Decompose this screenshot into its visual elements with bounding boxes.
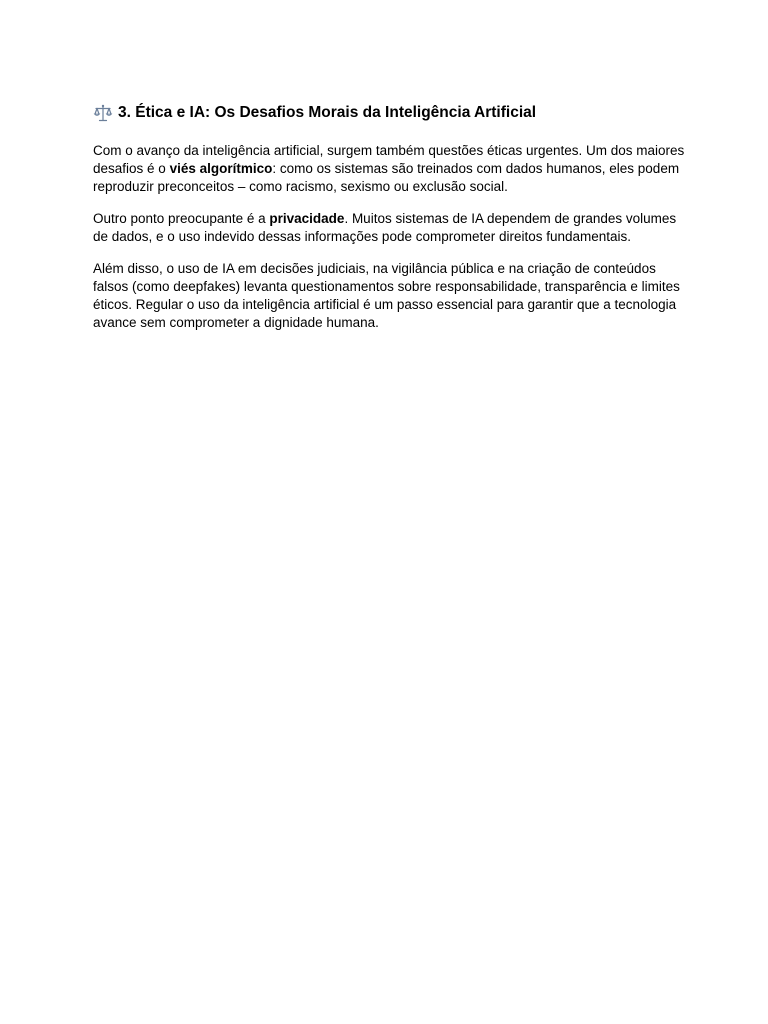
balance-scale-icon xyxy=(93,103,113,123)
paragraph-text: Outro ponto preocupante é a xyxy=(93,211,270,226)
bold-term: privacidade xyxy=(269,211,345,226)
section-heading xyxy=(93,102,693,124)
bold-term: viés algorítmico xyxy=(169,161,273,176)
paragraph-bias xyxy=(93,142,693,196)
paragraph-text: Com o avanço da inteligência artificial, surgem também questões éticas urgentes. Um dos maiores desafios é o xyxy=(93,143,685,176)
section-heading-text: 3. Ética e IA: Os Desafios Morais da Inteligência Artificial xyxy=(118,104,537,121)
paragraph-text: : como os sistemas são treinados com dados humanos, eles podem reproduzir preconceitos – como racismo, sexismo ou exclusão social. xyxy=(93,161,680,194)
paragraph-text: . Muitos sistemas de IA dependem de grandes volumes de dados, e o uso indevido dessas informações pode comprometer direitos fundamentais. xyxy=(93,211,677,244)
paragraph-text: Além disso, o uso de IA em decisões judiciais, na vigilância pública e na criação de conteúdos falsos (como deepfakes) levanta questionamentos sobre responsabilidade, transparência e limites éticos. Regular o uso da inteligência artificial é um passo essencial para garantir que a tecnologia avance sem comprometer a dignidade humana. xyxy=(93,261,680,330)
document-page xyxy=(93,102,693,346)
paragraph-regulation xyxy=(93,260,693,332)
paragraph-privacy xyxy=(93,210,693,246)
